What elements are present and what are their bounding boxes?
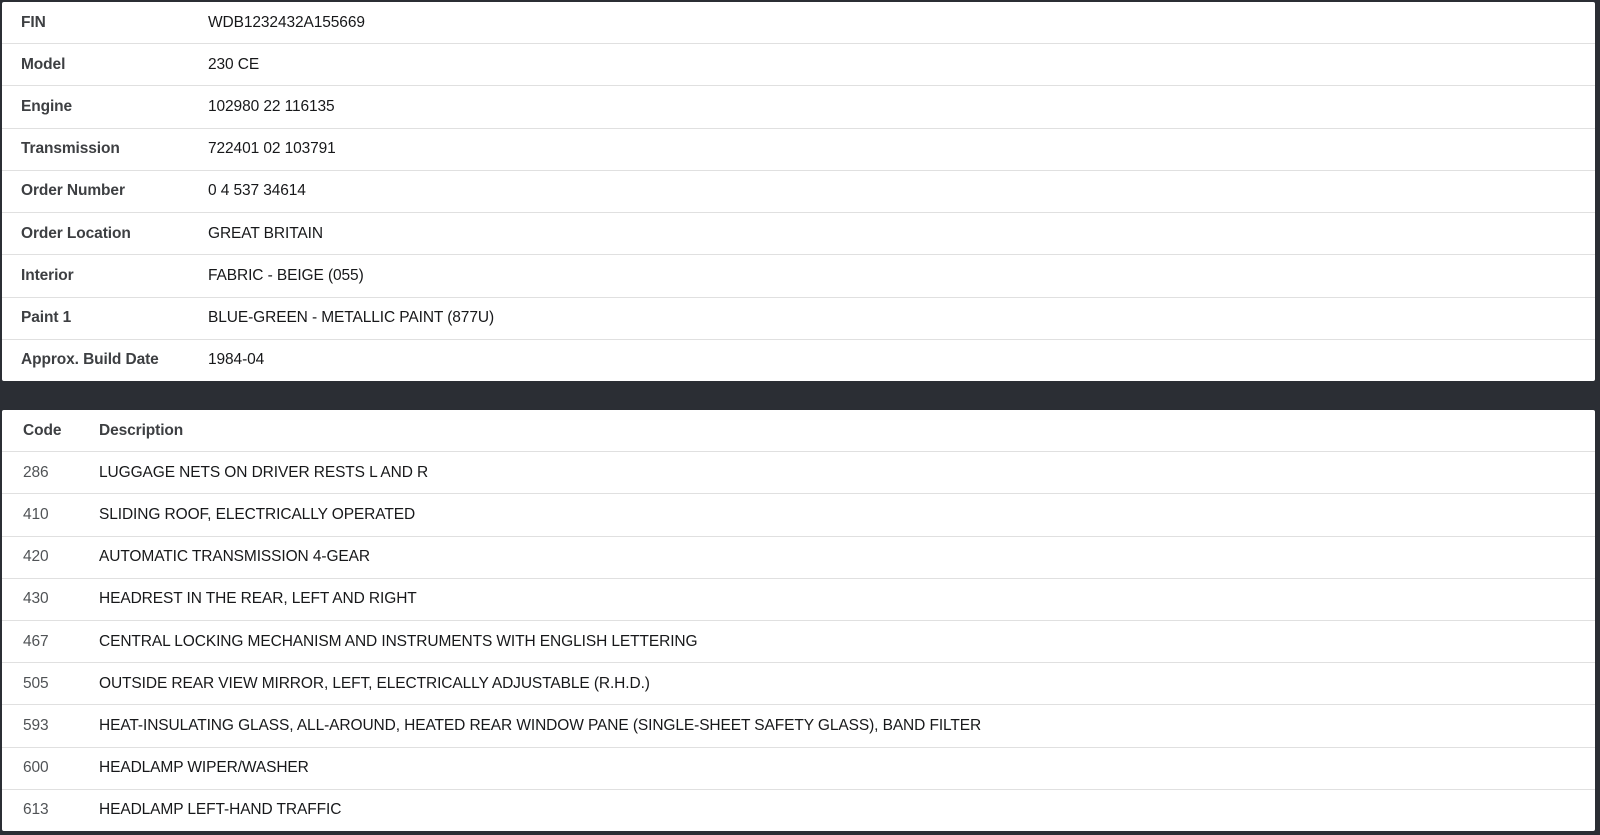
option-description: LUGGAGE NETS ON DRIVER RESTS L AND R	[99, 463, 429, 481]
column-header-description: Description	[99, 421, 184, 439]
field-label-fin: FIN	[21, 13, 46, 31]
option-description: HEADREST IN THE REAR, LEFT AND RIGHT	[99, 590, 417, 608]
table-row	[2, 493, 1595, 535]
table-row	[2, 128, 1595, 170]
field-value-interior: FABRIC - BEIGE (055)	[208, 266, 364, 284]
option-codes-table	[2, 410, 1595, 831]
field-value-transmission: 722401 02 103791	[208, 140, 336, 158]
table-row	[2, 747, 1595, 789]
section-divider	[0, 381, 1600, 410]
table-row	[2, 2, 1595, 43]
table-row	[2, 297, 1595, 339]
table-row	[2, 451, 1595, 493]
table-row	[2, 170, 1595, 212]
table-row	[2, 85, 1595, 127]
option-description: AUTOMATIC TRANSMISSION 4-GEAR	[99, 548, 370, 566]
field-value-engine: 102980 22 116135	[208, 98, 335, 116]
option-description: OUTSIDE REAR VIEW MIRROR, LEFT, ELECTRICALLY ADJUSTABLE (R.H.D.)	[99, 674, 650, 692]
table-row	[2, 704, 1595, 746]
field-value-fin: WDB1232432A155669	[208, 13, 365, 31]
option-code: 430	[23, 590, 49, 608]
field-value-order-location: GREAT BRITAIN	[208, 224, 323, 242]
table-row	[2, 662, 1595, 704]
field-value-model: 230 CE	[208, 55, 260, 73]
field-value-build-date: 1984-04	[208, 351, 265, 369]
table-row	[2, 339, 1595, 381]
option-description: HEAT-INSULATING GLASS, ALL-AROUND, HEATED REAR WINDOW PANE (SINGLE-SHEET SAFETY GLASS), BAND FILTER	[99, 717, 982, 735]
column-header-code: Code	[23, 421, 62, 439]
field-label-interior: Interior	[21, 266, 74, 284]
field-value-order-number: 0 4 537 34614	[208, 182, 306, 200]
option-code: 600	[23, 759, 49, 777]
field-label-model: Model	[21, 55, 66, 73]
table-header-row	[2, 410, 1595, 451]
table-row	[2, 43, 1595, 85]
option-description: CENTRAL LOCKING MECHANISM AND INSTRUMENTS WITH ENGLISH LETTERING	[99, 632, 698, 650]
option-code: 613	[23, 801, 49, 819]
option-description: HEADLAMP LEFT-HAND TRAFFIC	[99, 801, 342, 819]
option-description: HEADLAMP WIPER/WASHER	[99, 759, 309, 777]
field-label-build-date: Approx. Build Date	[21, 351, 159, 369]
option-code: 420	[23, 548, 49, 566]
table-row	[2, 212, 1595, 254]
field-label-engine: Engine	[21, 98, 73, 116]
option-code: 467	[23, 632, 49, 650]
option-code: 505	[23, 674, 49, 692]
option-description: SLIDING ROOF, ELECTRICALLY OPERATED	[99, 506, 416, 523]
vehicle-info-table	[2, 2, 1595, 381]
field-label-order-location: Order Location	[21, 224, 131, 242]
table-row	[2, 254, 1595, 296]
option-code: 410	[23, 506, 49, 523]
table-row	[2, 620, 1595, 662]
field-label-transmission: Transmission	[21, 140, 120, 158]
table-row	[2, 578, 1595, 620]
option-code: 286	[23, 463, 49, 481]
table-row	[2, 789, 1595, 831]
table-row	[2, 536, 1595, 578]
field-label-order-number: Order Number	[21, 182, 125, 200]
field-label-paint: Paint 1	[21, 309, 72, 327]
field-value-paint: BLUE-GREEN - METALLIC PAINT (877U)	[208, 309, 494, 327]
option-code: 593	[23, 717, 49, 735]
